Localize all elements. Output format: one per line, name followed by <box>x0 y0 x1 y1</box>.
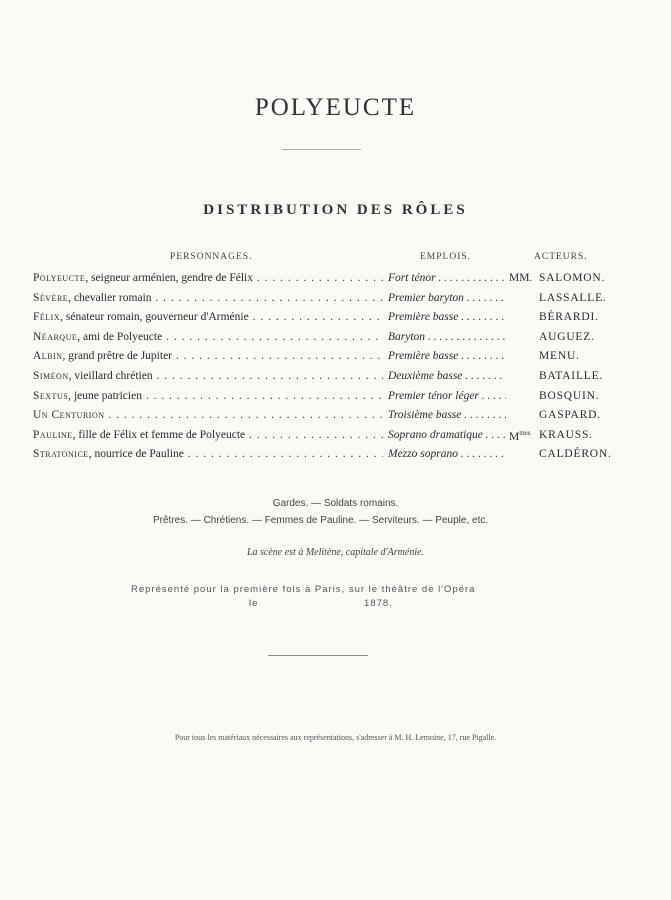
role-emploi: Fort ténor . . . <box>388 272 506 284</box>
footer-divider <box>268 655 368 656</box>
role-name: Albin <box>33 350 63 363</box>
role-row <box>33 409 633 429</box>
header-emplois: EMPLOIS. <box>420 252 472 262</box>
role-emploi: Mezzo soprano . . . <box>388 448 506 460</box>
gardes-line: Gardes. — Soldats romains. <box>272 498 399 509</box>
role-desc: , chevalier romain <box>68 291 152 304</box>
role-desc: , jeune patricien <box>68 389 142 402</box>
actor-name: AUGUEZ. <box>539 330 595 343</box>
header-acteurs: ACTEURS. <box>534 252 588 262</box>
role-desc: , seigneur arménien, gendre de Félix <box>85 272 253 284</box>
role-emploi: Baryton . . . <box>388 331 506 343</box>
role-desc: , fille de Félix et femme de Polyeucte <box>72 428 246 441</box>
actor-name: SALOMON. <box>539 272 606 284</box>
header-personnages: PERSONNAGES. <box>170 252 253 262</box>
actor-name: BÉRARDI. <box>539 311 599 324</box>
roles-list <box>33 272 633 468</box>
role-emploi: Premier ténor léger . . . <box>388 390 506 402</box>
role-row <box>33 311 633 331</box>
premiere-date <box>249 598 393 609</box>
actor-name: BATAILLE. <box>539 369 604 382</box>
actor-name: GASPARD. <box>539 409 601 422</box>
actor-name: BOSQUIN. <box>539 389 600 402</box>
role-name: Sévère <box>33 291 69 304</box>
section-title: DISTRIBUTION DES RÔLES <box>203 202 468 218</box>
premiere-le: le <box>249 598 259 609</box>
role-row <box>33 370 633 390</box>
role-row <box>33 429 633 449</box>
role-row <box>33 350 633 370</box>
role-row <box>33 448 633 468</box>
premiere-year: 1878. <box>364 598 393 609</box>
role-emploi: Deuxième basse . . . <box>388 370 506 382</box>
scene-location: La scène est à Melitène, capitale d'Arménie. <box>246 547 425 558</box>
actor-name: KRAUSS. <box>539 428 593 441</box>
role-row <box>33 390 633 410</box>
title-divider <box>282 149 361 150</box>
role-desc: , grand prêtre de Jupiter <box>62 350 173 363</box>
pretres-line: Prêtres. — Chrétiens. — Femmes de Pauline. — Serviteurs. — Peuple, etc. <box>153 515 489 526</box>
role-name: Stratonice <box>33 448 89 461</box>
role-row <box>33 292 633 312</box>
role-emploi: Troisième basse . . . <box>388 409 506 421</box>
role-emploi: Première basse . . . <box>388 311 506 323</box>
role-desc: , vieillard chrétien <box>68 369 153 382</box>
role-name: Un Centurion <box>33 409 105 422</box>
actor-prefix-sup: mes <box>519 428 531 437</box>
role-name: Néarque <box>33 330 78 343</box>
role-emploi: Premier baryton . . . <box>388 292 506 304</box>
role-name: Pauline <box>33 428 73 441</box>
role-row <box>33 272 633 292</box>
page-title: POLYEUCTE <box>254 94 417 121</box>
actor-name: MENU. <box>539 350 580 363</box>
role-name: Félix <box>33 311 61 324</box>
role-name: Sextus <box>33 389 69 402</box>
role-emploi: Soprano dramatique . . . <box>388 429 506 441</box>
actor-prefix: MM. <box>509 272 533 284</box>
role-desc: , ami de Polyeucte <box>77 330 163 343</box>
role-row <box>33 331 633 351</box>
publisher-note: Pour tous les matériaux nécessaires aux représentations, s'adresser à M. H. Lemoine, 17, rue Pigalle. <box>174 733 497 742</box>
actor-name: CALDÉRON. <box>539 448 612 461</box>
role-name: Siméon <box>33 369 69 382</box>
premiere-note: Représenté pour la première fois à Paris, sur le théâtre de l'Opéra <box>131 584 476 595</box>
role-name: Polyeucte <box>33 272 86 284</box>
actor-name: LASSALLE. <box>539 291 607 304</box>
role-desc: , sénateur romain, gouverneur d'Arménie <box>60 311 249 324</box>
role-emploi: Première basse . . . <box>388 350 506 362</box>
actor-prefix: $M^{mes}$ <box>509 428 531 443</box>
role-desc: , nourrice de Pauline <box>88 448 184 461</box>
